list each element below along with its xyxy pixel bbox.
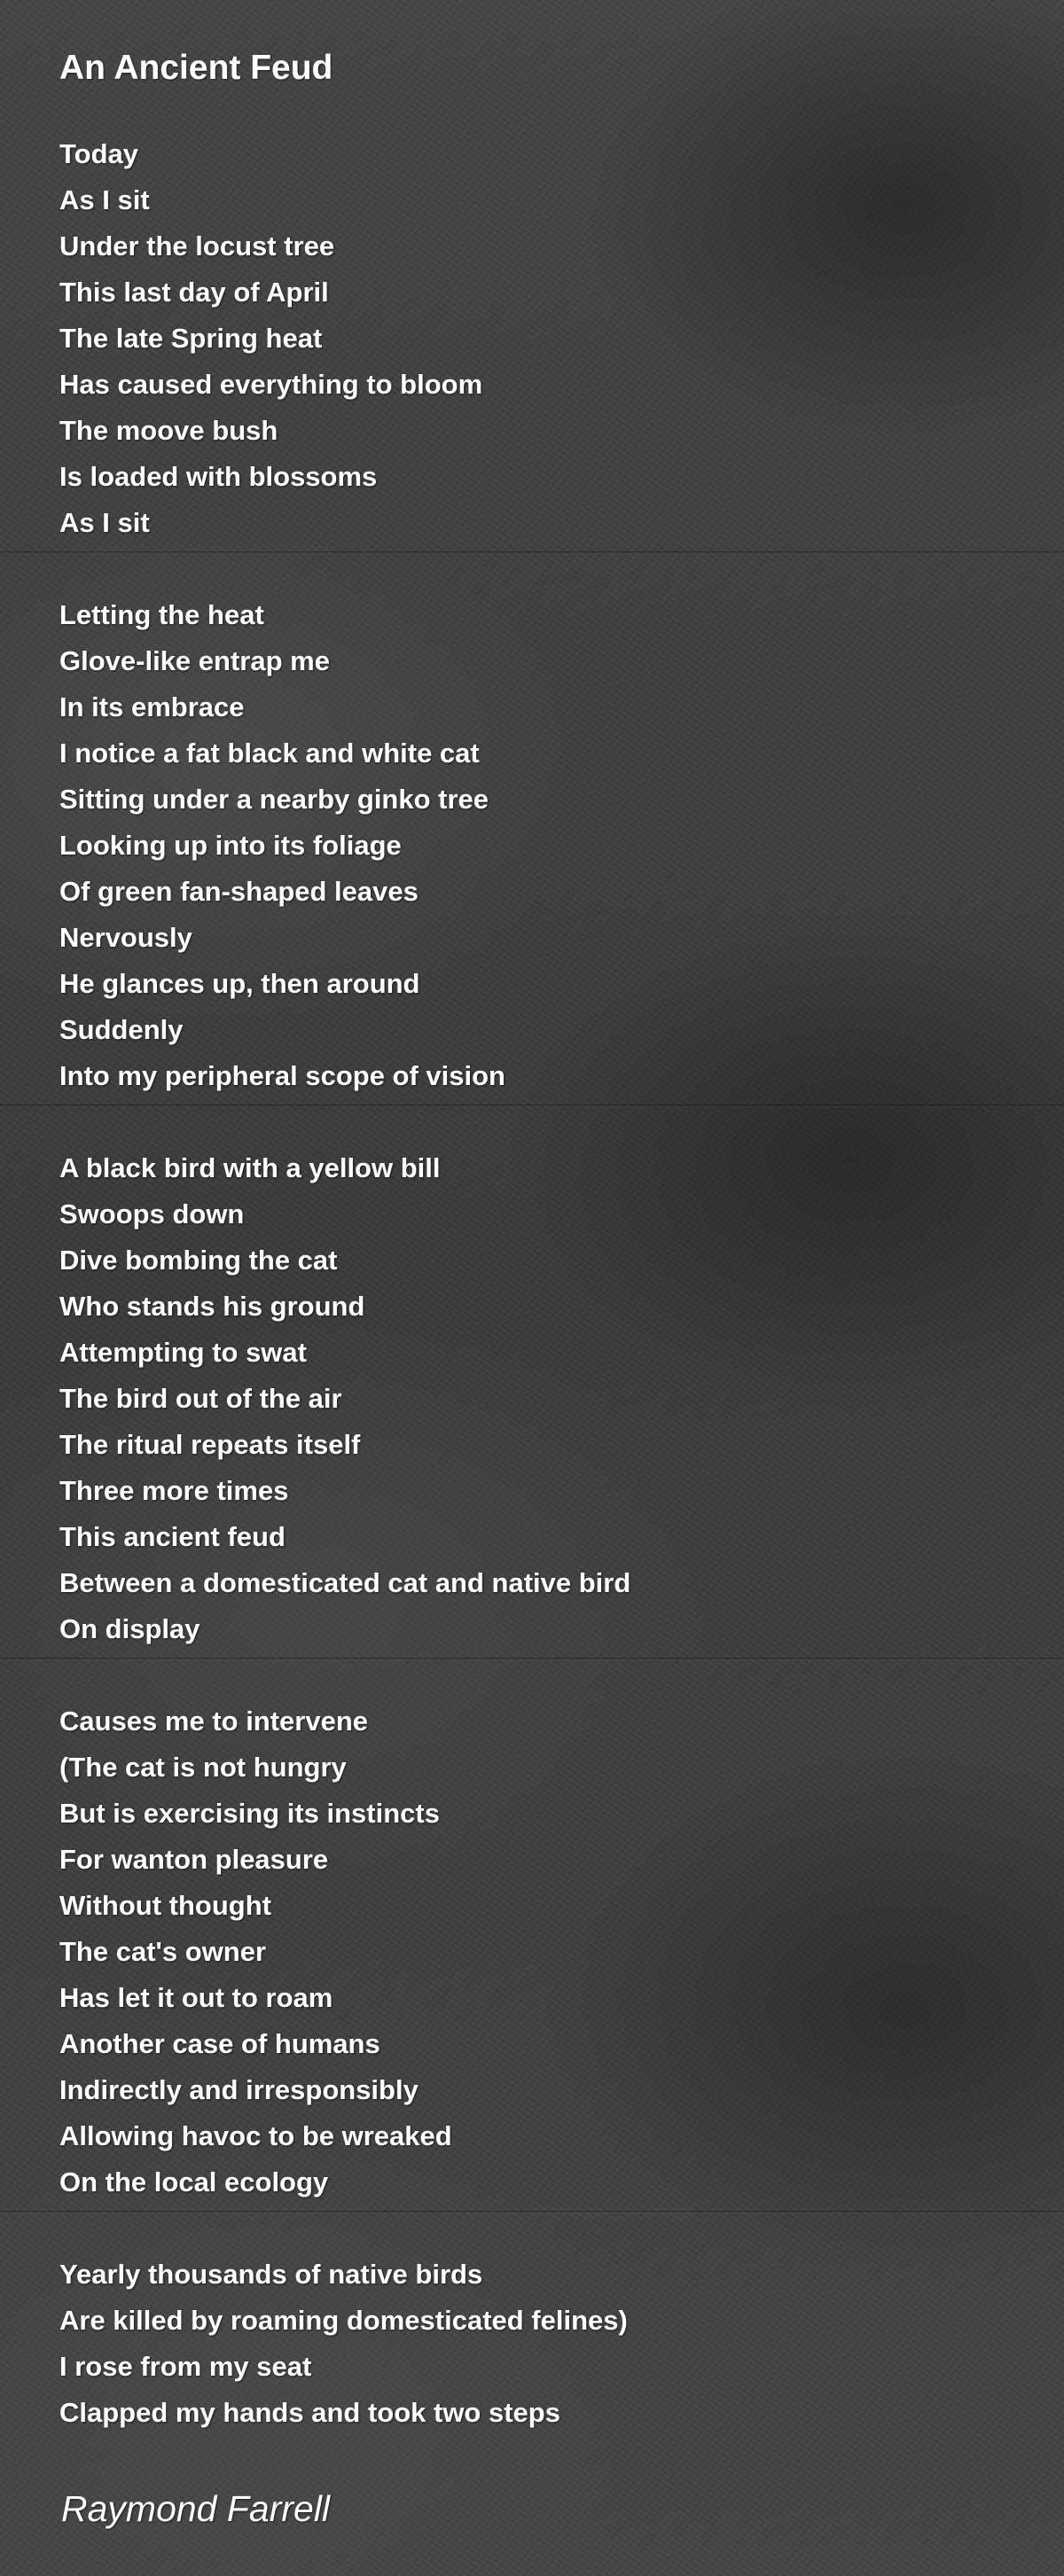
poem-line: He glances up, then around [59,968,420,999]
poem-line: This ancient feud [59,1521,286,1552]
panel-divider [0,2211,1064,2213]
poem-line: Has caused everything to bloom [59,369,483,400]
stanza-4 [59,1698,452,2205]
poem-line: Letting the heat [59,599,264,630]
poem-line: As I sit [59,184,150,215]
poem-line: Looking up into its foliage [59,830,402,861]
poem-line: I rose from my seat [59,2351,312,2382]
stanza-1 [59,131,482,546]
poem-line: A black bird with a yellow bill [59,1152,441,1183]
poem-line: The moove bush [59,415,278,446]
poem-line: The cat's owner [59,1936,267,1967]
poem-line: Attempting to swat [59,1337,307,1368]
poem-line: Is loaded with blossoms [59,461,378,492]
poem-line: The ritual repeats itself [59,1429,361,1460]
poem-line: Allowing havoc to be wreaked [59,2120,452,2151]
stanza-5 [59,2252,628,2436]
poem-line: Today [59,138,138,169]
poem-title: An Ancient Feud [59,49,333,87]
stanza-2 [59,592,505,1099]
poem-line: Are killed by roaming domesticated felines) [59,2305,628,2336]
poem-line: Into my peripheral scope of vision [59,1060,505,1091]
poem-line: Nervously [59,922,192,953]
poem-line: Swoops down [59,1198,245,1229]
poem-line: Under the locust tree [59,230,335,262]
poem-line: (The cat is not hungry [59,1752,347,1783]
poem-line: Between a domesticated cat and native bird [59,1567,631,1598]
poem-line: Glove-like entrap me [59,645,330,676]
poem-line: Of green fan-shaped leaves [59,876,419,907]
poem-line: Has let it out to roam [59,1982,333,2013]
panel-divider [0,1105,1064,1107]
poem-line: Who stands his ground [59,1291,365,1322]
poem-line: Without thought [59,1890,271,1921]
poem-line: As I sit [59,507,150,538]
poem-line: Yearly thousands of native birds [59,2259,483,2290]
poem-line: Sitting under a nearby ginko tree [59,784,489,815]
poem-line: Indirectly and irresponsibly [59,2074,419,2105]
poem-line: Causes me to intervene [59,1706,369,1737]
panel-divider [0,1658,1064,1660]
poem-line: The bird out of the air [59,1383,342,1414]
poem-line: Three more times [59,1475,289,1506]
poem-line: Suddenly [59,1014,184,1045]
poem-line: Another case of humans [59,2028,380,2059]
poem-line: But is exercising its instincts [59,1798,440,1829]
poem-line: The late Spring heat [59,323,323,354]
panel-divider [0,551,1064,554]
poem-author: Raymond Farrell [61,2488,331,2529]
poem-line: For wanton pleasure [59,1844,329,1875]
poem-line: Dive bombing the cat [59,1245,338,1276]
poem-line: This last day of April [59,277,329,308]
poem-line: On the local ecology [59,2166,329,2197]
poem-line: On display [59,1613,200,1644]
stanza-3 [59,1145,630,1652]
poem-line: I notice a fat black and white cat [59,738,480,769]
poem-line: In its embrace [59,691,245,722]
poem-line: Clapped my hands and took two steps [59,2397,560,2428]
